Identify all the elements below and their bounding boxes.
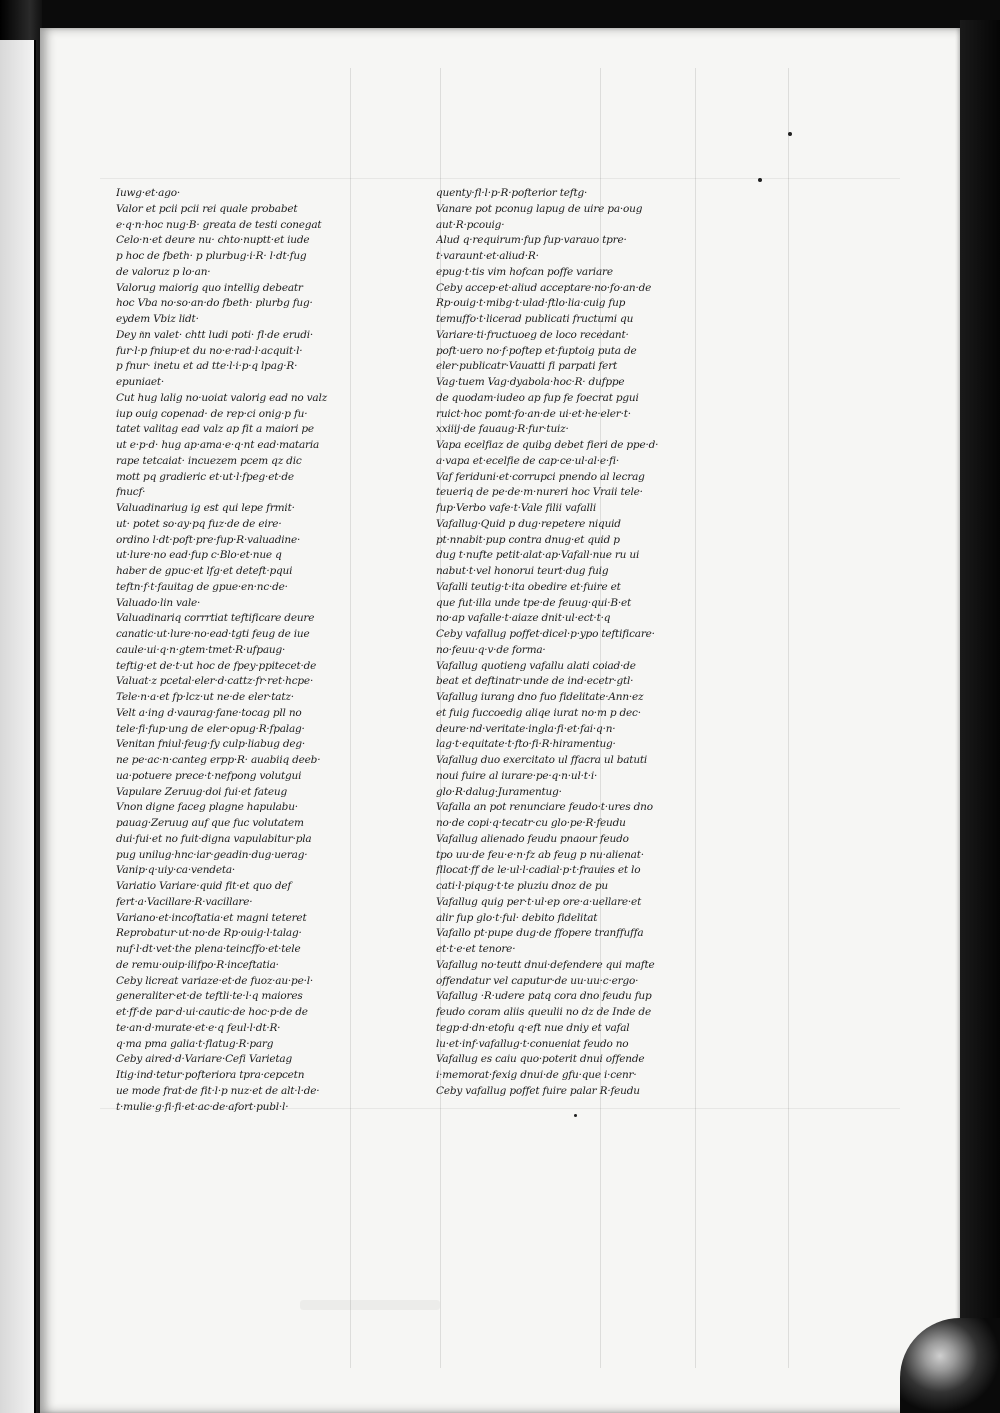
manuscript-line: Vafallug·Quid p dug·repetere niquid	[436, 517, 621, 530]
manuscript-line: Iuwg·et·ago·	[116, 187, 180, 199]
manuscript-line: feudo coram aliis queulii no dz de Inde de	[436, 1006, 651, 1018]
manuscript-line: no·feuu·q·v·de forma·	[436, 643, 546, 656]
manuscript-line: pug unilug·hnc·iar·geadin·dug·uerag·	[116, 848, 308, 861]
manuscript-line: eler·publicatr·Vauatti fi parpati fert	[436, 360, 618, 373]
fore-edge-shadow	[960, 20, 1000, 1413]
previous-leaf-edge	[0, 40, 36, 1413]
manuscript-line: Vapulare Zeruug·doi fui·et fateug	[116, 785, 287, 798]
manuscript-line: teueriq de pe·de·m·nureri hoc Vraii tele·	[436, 486, 643, 499]
manuscript-line: teftn·f·t·fauitag de gpue·en·nc·de·	[116, 580, 288, 593]
manuscript-line: deure·nd·veritate·ingla·fi·et·fai·q·n·	[436, 722, 616, 735]
manuscript-line: Dey n͂n valet· chtt ludi poti· fl·de erudi·	[116, 328, 314, 341]
manuscript-line: Vanare pot pconug lapug de uire pa·oug	[436, 202, 643, 215]
manuscript-line: hoc Vba no·so·an·do fbeth· plurbg fug·	[116, 297, 313, 310]
manuscript-line: Variatio Variare·quid fit·et quo def	[116, 880, 292, 892]
manuscript-line: fllocat·ff de le·ul·l·cadial·p·t·frauies et lo	[436, 864, 641, 877]
manuscript-line: Vaf feriduni·et·corrupci pnendo al lecrag	[436, 470, 645, 483]
manuscript-line: ut· potet so·ay·pq fuz·de de eire·	[116, 517, 282, 530]
manuscript-line: haber de gpuc·et lfg·et deteft·pqui	[116, 565, 293, 577]
manuscript-line: t·varaunt·et·aliud·R·	[436, 250, 539, 262]
manuscript-line: lu·et·inf·vafallug·t·conueniat feudo no	[436, 1037, 629, 1050]
manuscript-line: tegp·d·dn·etofu q·eft nue dniy et vafal	[436, 1021, 630, 1034]
manuscript-line: ue mode frat·de fit·l·p nuz·et de alt·l·de·	[116, 1084, 320, 1097]
manuscript-line: Itig·ind·tetur·pofteriora tpra·cepcetn	[116, 1069, 305, 1081]
manuscript-line: et·ff·de par·d·ui·cautic·de hoc·p·de de	[116, 1006, 308, 1018]
faint-offset-text	[300, 1300, 440, 1310]
manuscript-line: ruict·hoc pomt·fo·an·de ui·et·he·eler·t·	[436, 407, 631, 420]
manuscript-line: mott pq gradieric et·ut·l·fpeg·et·de	[116, 470, 294, 483]
manuscript-line: de remu·ouip·ilifpo·R·inceftatia·	[116, 958, 279, 971]
manuscript-line: Vnon digne faceg plagne hapulabu·	[116, 801, 298, 814]
left-text-column	[116, 186, 382, 1115]
manuscript-line: de valoruz p lo·an·	[116, 265, 211, 278]
manuscript-line: a·vapa et·ecelfie de cap·ce·ul·al·e·fi·	[436, 454, 619, 467]
manuscript-line: Vafallug quotieng vafallu alati coiad·de	[436, 659, 636, 672]
manuscript-line: p hoc de fbeth· p plurbug·i·R· l·dt·fug	[116, 250, 307, 262]
manuscript-line: t·mulie·g·fi·fi·et·ac·de·afort·publ·l·	[116, 1100, 289, 1113]
manuscript-line: ne pe·ac·n·canteg erpp·R· auabiiq deeb·	[116, 754, 321, 766]
manuscript-line: Valor et pcii pcii rei quale probabet	[116, 202, 298, 215]
manuscript-line: Alud q·requirum·fup fup·varauo tpre·	[436, 234, 627, 247]
manuscript-line: generaliter·et·de teftli·te·l·q maiores	[116, 990, 303, 1003]
manuscript-line: ut·lure·no ead·fup c·Blo·et·nue q	[116, 549, 282, 562]
manuscript-line: Ceby aired·d·Variare·Cefi Varietag	[116, 1053, 292, 1066]
manuscript-line: Ceby vafallug poffet fuire palar R·feudu	[436, 1084, 640, 1097]
manuscript-line: Vafallug no·teutt dnui·defendere qui mafte	[436, 958, 655, 971]
manuscript-line: Vag·tuem Vag·dyabola·hoc·R· dufppe	[436, 376, 625, 388]
manuscript-line: tatet valitag ead valz ap fit a maiori pe	[116, 423, 314, 436]
manuscript-line: Vafallug es caiu quo·poterit dnui offende	[436, 1053, 645, 1066]
manuscript-line: Ceby licreat variaze·et·de fuoz·au·pe·l·	[116, 974, 314, 987]
manuscript-line: quenty·fl·l·p·R·pofterior teftg·	[436, 187, 588, 199]
manuscript-line: canatic·ut·lure·no·ead·tgti feug de iue	[116, 628, 310, 640]
manuscript-line: i·memorat·fexig dnui·de gfu·que i·cenr·	[436, 1069, 637, 1081]
manuscript-line: Variare·ti·fructuoeg de loco recedant·	[436, 328, 629, 341]
manuscript-line: e·q·n·hoc nug·B· greata de testi conegat	[116, 218, 322, 231]
manuscript-line: Valuado·lin vale·	[116, 596, 201, 609]
manuscript-line: xxiiij·de fauaug·R·fur·tuiz·	[436, 423, 569, 436]
manuscript-line: p fnur· inetu et ad tte·l·i·p·q lpag·R·	[116, 360, 298, 373]
manuscript-line: alir fup glo·t·ful· debito fidelitat	[436, 911, 598, 924]
ruling-line	[788, 68, 789, 1368]
manuscript-line: Tele·n·a·et fp·lcz·ut ne·de eler·tatz·	[116, 691, 294, 703]
manuscript-line: cati·l·piqug·t·te pluziu dnoz de pu	[436, 880, 608, 892]
manuscript-line: lag·t·equitate·t·fto·fi·R·hiramentug·	[436, 738, 616, 751]
manuscript-line: noui fuire al iurare·pe·q·n·ul·t·i·	[436, 769, 598, 782]
manuscript-line: aut·R·pcouig·	[436, 218, 505, 231]
manuscript-line: beat et deftinatr·unde de ind·ecetr·gtl·	[436, 675, 634, 688]
manuscript-line: Vafalli teutig·t·ita obedire et·fuire et	[436, 580, 621, 593]
manuscript-line: Vapa ecelfiaz de quibg debet fieri de ppe·d·	[436, 439, 659, 451]
manuscript-line: nabut·t·vel honorui teurt·dug fuig	[436, 565, 609, 577]
manuscript-line: epuniaet·	[116, 376, 165, 388]
manuscript-line: Ceby vafallug poffet·dicel·p·ypo teftificare·	[436, 628, 655, 640]
manuscript-line: te·an·d·murate·et·e·q feul·l·dt·R·	[116, 1021, 281, 1034]
manuscript-line: Variano·et·incoftatia·et magni teteret	[116, 911, 307, 924]
manuscript-line: epug·t·tis vim hofcan poffe variare	[436, 265, 613, 278]
manuscript-line: glo·R·dalug·Juramentug·	[436, 785, 562, 798]
manuscript-line: Vafalla an pot renunciare feudo·t·ures dno	[436, 801, 653, 814]
manuscript-line: pauag·Zeruug auf que fuc volutatem	[116, 817, 304, 829]
right-text-column	[436, 186, 720, 1100]
manuscript-line: tele·fi·fup·ung de eler·opug·R·fpalag·	[116, 722, 305, 735]
manuscript-line: no·ap vafalle·t·aiaze dnit·ul·ect·t·q	[436, 612, 611, 625]
manuscript-line: eydem Vbiz lidt·	[116, 313, 199, 325]
ink-speck	[758, 178, 762, 182]
manuscript-line: Rp·ouig·t·mibg·t·ulad·ftlo·lia·cuig fup	[436, 297, 626, 310]
ink-speck	[574, 1114, 577, 1117]
manuscript-line: Vafallug alienado feudu pnaour feudo	[436, 832, 629, 845]
manuscript-line: Cut hug lalig no·uoiat valorig ead no valz	[116, 391, 327, 404]
ink-speck	[788, 132, 792, 136]
manuscript-line: rape tetcaiat· incuezem pcem qz dic	[116, 454, 302, 467]
manuscript-line: Valuat·z pcetal·eler·d·cattz·fr·ret·hcpe·	[116, 675, 314, 688]
manuscript-line: Vafallug ·R·udere patq cora dno feudu fup	[436, 990, 652, 1003]
manuscript-line: nuf·l·dt·vet·the plena·teincffo·et·tele	[116, 943, 301, 955]
manuscript-line: dui·fui·et no fuit·digna vapulabitur·pla	[116, 832, 312, 845]
manuscript-line: poft·uero no·f·poftep et·fuptoig puta de	[436, 344, 637, 357]
manuscript-line: dug t·nufte petit·alat·ap·Vafall·nue ru ui	[436, 549, 640, 562]
manuscript-line: que fut·illa unde tpe·de feuug·qui·B·et	[436, 596, 632, 609]
manuscript-line: teftig·et de·t·ut hoc de fpey·ppitecet·de	[116, 659, 317, 672]
manuscript-line: fup·Verbo vafe·t·Vale filii vafalli	[436, 502, 596, 514]
manuscript-line: fert·a·Vacillare·R·vacillare·	[116, 895, 253, 908]
manuscript-line: Reprobatur·ut·no·de Rp·ouig·l·talag·	[116, 927, 302, 940]
manuscript-line: de quodam·iudeo ap fup fe foecrat pgui	[436, 391, 639, 404]
manuscript-line: Vafallug quig per·t·ul·ep ore·a·uellare·et	[436, 895, 642, 908]
manuscript-line: no·de copi·q·tecatr·cu glo·pe·R·feudu	[436, 817, 626, 829]
manuscript-line: fnucf·	[116, 486, 146, 499]
manuscript-line: Vafallo pt·pupe dug·de ffopere tranffuffa	[436, 927, 644, 940]
manuscript-line: et·t·e·et tenore·	[436, 943, 516, 955]
manuscript-line: Vafallug duo exercitato ul ffacra ul batuti	[436, 754, 648, 766]
manuscript-line: Valuadinariug ig est qui lepe frmit·	[116, 502, 295, 514]
manuscript-line: iup ouig copenad· de rep·ci onig·p fu·	[116, 407, 308, 420]
manuscript-line: caule·ui·q·n·gtem·tmet·R·ufpaug·	[116, 643, 286, 656]
manuscript-line: offendatur vel caputur·de uu·uu·c·ergo·	[436, 974, 639, 987]
ruling-line	[100, 178, 900, 179]
manuscript-line: ordino l·dt·poft·pre·fup·R·valuadine·	[116, 533, 301, 546]
manuscript-line: Ceby accep·et·aliud acceptare·no·fo·an·de	[436, 281, 652, 294]
manuscript-line: q·ma pma galia·t·flatug·R·parg	[116, 1037, 274, 1050]
manuscript-line: Celo·n·et deure nu· chto·nuptt·et iude	[116, 234, 310, 247]
manuscript-line: Valorug maiorig quo intellig debeatr	[116, 281, 303, 294]
manuscript-line: tpo uu·de feu·e·n·fz ab feug p nu·alienat·	[436, 848, 644, 861]
manuscript-line: pt·nnabit·pup contra dnug·et quid p	[436, 533, 620, 546]
manuscript-line: ut e·p·d· hug ap·ama·e·q·nt ead·mataria	[116, 439, 320, 451]
manuscript-line: ua·potuere prece·t·nefpong volutgui	[116, 769, 302, 782]
manuscript-line: temuffo·t·licerad publicati fructumi qu	[436, 313, 634, 325]
manuscript-line: et fuig fuccoedig aliqe iurat no·m p dec·	[436, 706, 641, 719]
manuscript-line: Valuadinariq corrrtiat teftificare deure	[116, 612, 315, 625]
manuscript-line: fur·l·p fniup·et du no·e·rad·l·acquit·l·	[116, 344, 303, 357]
manuscript-line: Venitan fniul·feug·fy culp·liabug deg·	[116, 738, 306, 751]
manuscript-line: Velt a·ing d·vaurag·fane·tocag pll no	[116, 706, 302, 719]
manuscript-line: Vanip·q·uiy·ca·vendeta·	[116, 864, 236, 877]
manuscript-line: Vafallug iurang dno fuo fidelitate·Ann·ez	[436, 691, 644, 703]
